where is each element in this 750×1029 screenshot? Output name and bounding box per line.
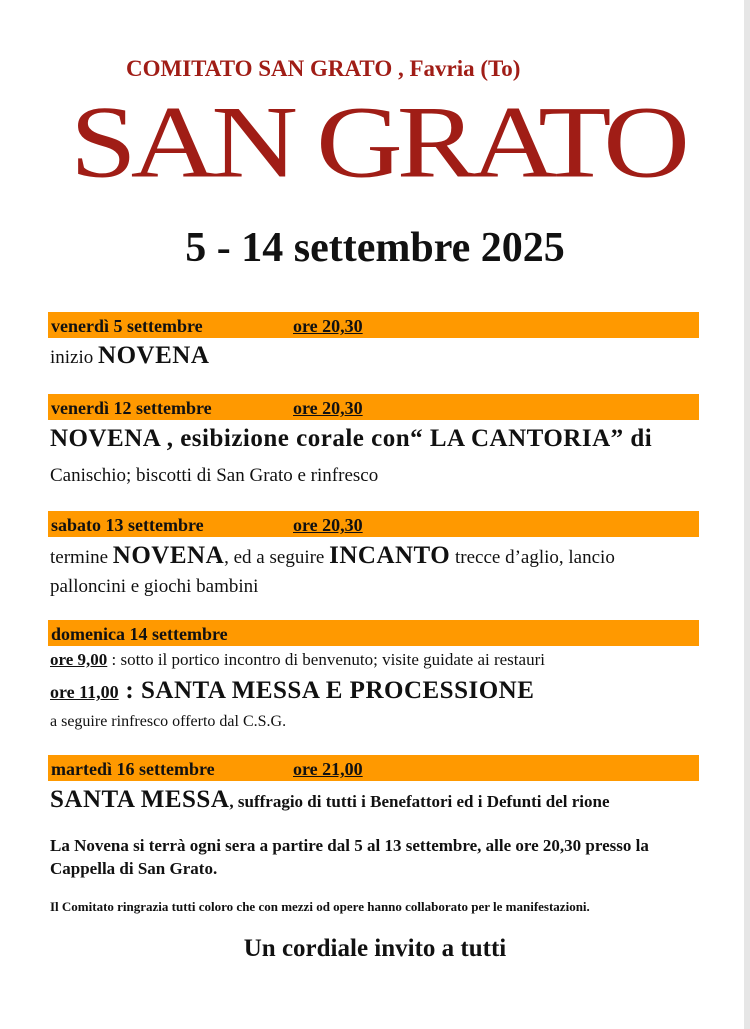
event-2-line2: Canischio; biscotti di San Grato e rinfresco (50, 465, 379, 486)
event-title: SAN GRATO (70, 84, 684, 199)
event-2-bar (48, 394, 699, 420)
event-1-bar (48, 312, 699, 338)
event-4-line3: a seguire rinfresco offerto dal C.S.G. (50, 713, 287, 730)
event-1-pre: inizio (50, 347, 99, 368)
event-4-item-2-text: : SANTA MESSA E PROCESSIONE (118, 677, 535, 704)
event-3-highlight-novena: NOVENA (112, 542, 225, 569)
event-1-highlight: NOVENA (98, 342, 210, 369)
novena-note: La Novena si terrà ogni sera a partire dal 5 al 13 settembre, alle ore 20,30 presso la Cappella di San Grato. (50, 836, 649, 878)
event-3-mid: , ed a seguire (224, 547, 330, 568)
event-4-item-1-text: : sotto il portico incontro di benvenuto; visite guidate ai restauri (107, 650, 545, 669)
event-2-day: venerdì 12 settembre (51, 398, 212, 418)
event-5-post: , suffragio di tutti i Benefattori ed i Defunti del rione (229, 792, 610, 811)
event-3-pre: termine (50, 547, 113, 568)
event-3-day: sabato 13 settembre (51, 515, 204, 535)
committee-heading: COMITATO SAN GRATO , Favria (To) (126, 56, 521, 81)
event-3-highlight-incanto: INCANTO (329, 542, 451, 569)
event-3-line1 (50, 542, 615, 570)
event-1-day: venerdì 5 settembre (51, 316, 203, 336)
event-5-highlight: SANTA MESSA (50, 786, 230, 813)
event-3-time: ore 20,30 (293, 515, 363, 535)
event-5-time: ore 21,00 (293, 759, 363, 779)
event-3-line2: palloncini e giochi bambini (50, 576, 259, 597)
event-3-post: trecce d’aglio, lancio (450, 547, 615, 568)
event-4-item-1-time: ore 9,00 (50, 650, 108, 669)
event-1-time: ore 20,30 (293, 316, 363, 336)
event-dates: 5 - 14 settembre 2025 (185, 225, 565, 271)
invitation: Un cordiale invito a tutti (243, 935, 507, 962)
event-5-bar (48, 755, 699, 781)
event-3-bar (48, 511, 699, 537)
thanks-note: Il Comitato ringrazia tutti coloro che con mezzi od opere hanno collaborato per le manifestazioni. (50, 899, 590, 914)
event-2-line1: NOVENA , esibizione corale con“ LA CANTORIA” di (50, 425, 653, 452)
page-edge (744, 0, 750, 1029)
event-4-item-1 (50, 650, 545, 670)
event-1-description (50, 342, 209, 370)
event-4-item-2 (50, 677, 534, 705)
event-4-item-2-time: ore 11,00 (50, 682, 119, 702)
event-4-day: domenica 14 settembre (51, 624, 228, 644)
event-4-bar (48, 620, 699, 646)
event-2-time: ore 20,30 (293, 398, 363, 418)
event-5-day: martedì 16 settembre (51, 759, 215, 779)
event-5-description (50, 786, 610, 814)
